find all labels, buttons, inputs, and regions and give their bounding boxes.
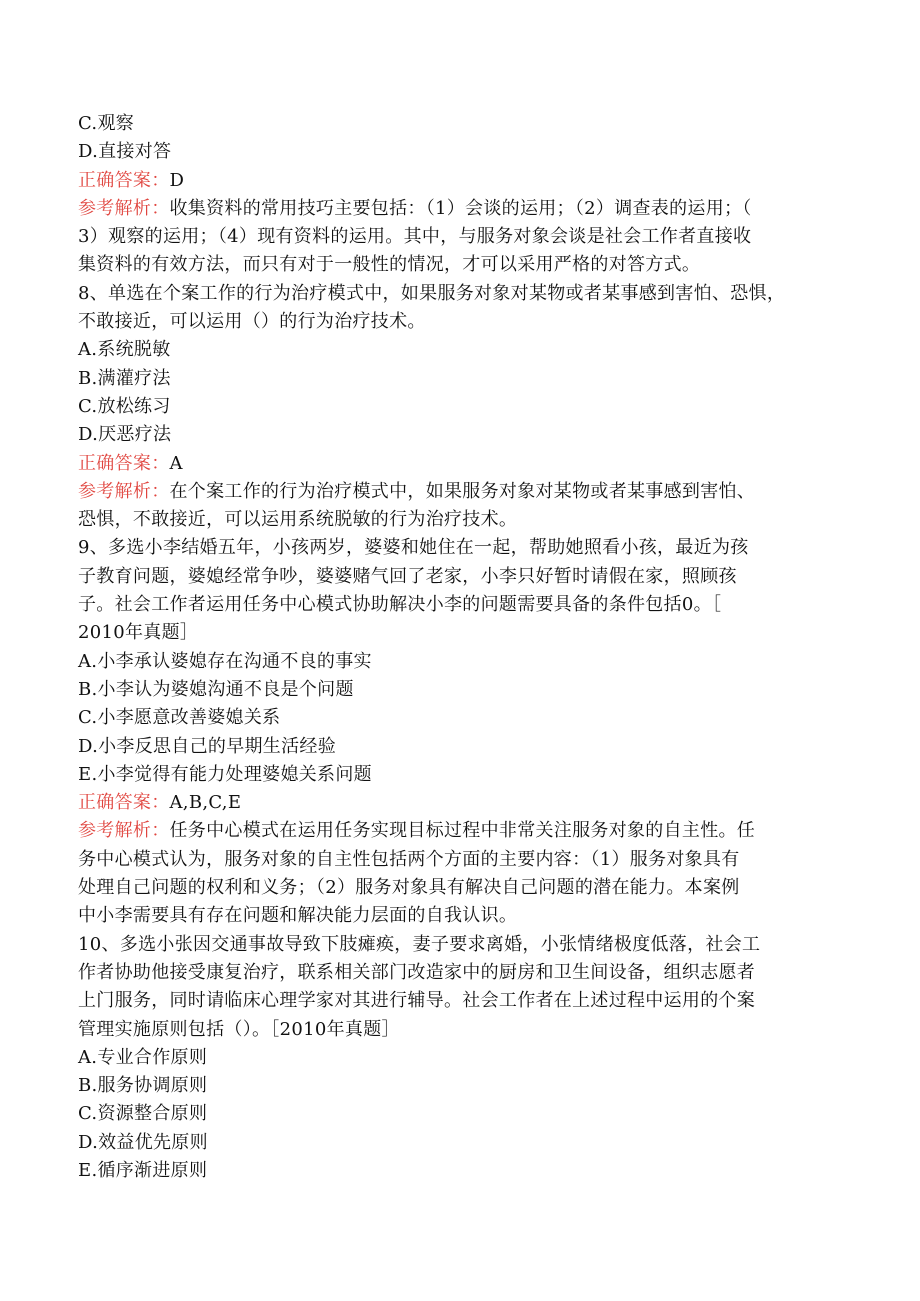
question-8 — [78, 280, 838, 535]
analysis-label: 参考解析： — [78, 480, 170, 502]
analysis-text: 集资料的有效方法，而只有对于一般性的情况，才可以采用严格的对答方式。 — [78, 254, 701, 276]
analysis-line — [78, 195, 838, 223]
analysis-text: 务中心模式认为，服务对象的自主性包括两个方面的主要内容：（1）服务对象具有 — [78, 848, 740, 870]
question-9 — [78, 534, 838, 930]
answer-value: A,B,C,E — [169, 792, 242, 814]
option-d: D.厌恶疗法 — [78, 424, 172, 446]
question-10 — [78, 931, 838, 1186]
option-e: E.循序渐进原则 — [78, 1159, 208, 1181]
answer-label: 正确答案： — [78, 792, 170, 814]
answer-line — [78, 167, 838, 195]
option-c: C.放松练习 — [78, 395, 171, 417]
answer-line — [78, 450, 838, 478]
option-d: D.直接对答 — [78, 141, 172, 163]
analysis-label: 参考解析： — [78, 820, 170, 842]
analysis-text: 中小李需要具有存在问题和解决能力层面的自我认识。 — [78, 905, 518, 927]
analysis-line — [78, 478, 838, 506]
answer-label: 正确答案： — [78, 452, 170, 474]
question-stem: 上门服务，同时请临床心理学家对其进行辅导。社会工作者在上述过程中运用的个案 — [78, 990, 756, 1012]
answer-value: D — [169, 169, 185, 191]
question-stem: 子。社会工作者运用任务中心模式协助解决小李的问题需要具备的条件包括0。［ — [78, 594, 722, 616]
analysis-line — [78, 817, 838, 845]
question-stem: 10、多选小张因交通事故导致下肢瘫痪，妻子要求离婚，小张情绪极度低落，社会工 — [78, 933, 761, 955]
analysis-text: 在个案工作的行为治疗模式中，如果服务对象对某物或者某事感到害怕、 — [169, 480, 756, 502]
option-d: D.效益优先原则 — [78, 1131, 208, 1153]
option-a: A.专业合作原则 — [78, 1046, 208, 1068]
document-page — [78, 110, 838, 1185]
question-stem: 管理实施原则包括（）。［2010年真题］ — [78, 1018, 400, 1040]
question-stem: 9、多选小李结婚五年，小孩两岁，婆婆和她住在一起，帮助她照看小孩，最近为孩 — [78, 537, 749, 559]
question-stem: 不敢接近，可以运用（）的行为治疗技术。 — [78, 311, 426, 333]
question-7 — [78, 110, 838, 280]
question-stem: 作者协助他接受康复治疗，联系相关部门改造家中的厨房和卫生间设备，组织志愿者 — [78, 961, 756, 983]
option-b: B.服务协调原则 — [78, 1075, 208, 1097]
option-a: A.小李承认婆媳存在沟通不良的事实 — [78, 650, 372, 672]
answer-value: A — [169, 452, 183, 474]
analysis-label: 参考解析： — [78, 197, 170, 219]
analysis-text: 3）观察的运用；（4）现有资料的运用。其中，与服务对象会谈是社会工作者直接收 — [78, 226, 752, 248]
analysis-text: 恐惧，不敢接近，可以运用系统脱敏的行为治疗技术。 — [78, 509, 518, 531]
option-b: B.小李认为婆媳沟通不良是个问题 — [78, 678, 354, 700]
option-d: D.小李反思自己的早期生活经验 — [78, 735, 337, 757]
option-c: C.小李愿意改善婆媳关系 — [78, 707, 281, 729]
analysis-text: 任务中心模式在运用任务实现目标过程中非常关注服务对象的自主性。任 — [169, 820, 756, 842]
option-c: C.资源整合原则 — [78, 1103, 208, 1125]
option-b: B.满灌疗法 — [78, 367, 171, 389]
answer-label: 正确答案： — [78, 169, 170, 191]
analysis-text: 处理自己问题的权利和义务；（2）服务对象具有解决自己问题的潜在能力。本案例 — [78, 877, 740, 899]
option-e: E.小李觉得有能力处理婆媳关系问题 — [78, 763, 372, 785]
answer-line — [78, 789, 838, 817]
option-c: C.观察 — [78, 113, 135, 134]
analysis-text: 收集资料的常用技巧主要包括：（1）会谈的运用；（2）调查表的运用；（ — [169, 197, 752, 219]
option-a: A.系统脱敏 — [78, 339, 171, 361]
question-stem: 8、单选在个案工作的行为治疗模式中，如果服务对象对某物或者某事感到害怕、恐惧， — [78, 282, 786, 304]
question-stem: 2010年真题］ — [78, 622, 199, 644]
question-stem: 子教育问题，婆媳经常争吵，婆婆赌气回了老家，小李只好暂时请假在家，照顾孩 — [78, 565, 737, 587]
